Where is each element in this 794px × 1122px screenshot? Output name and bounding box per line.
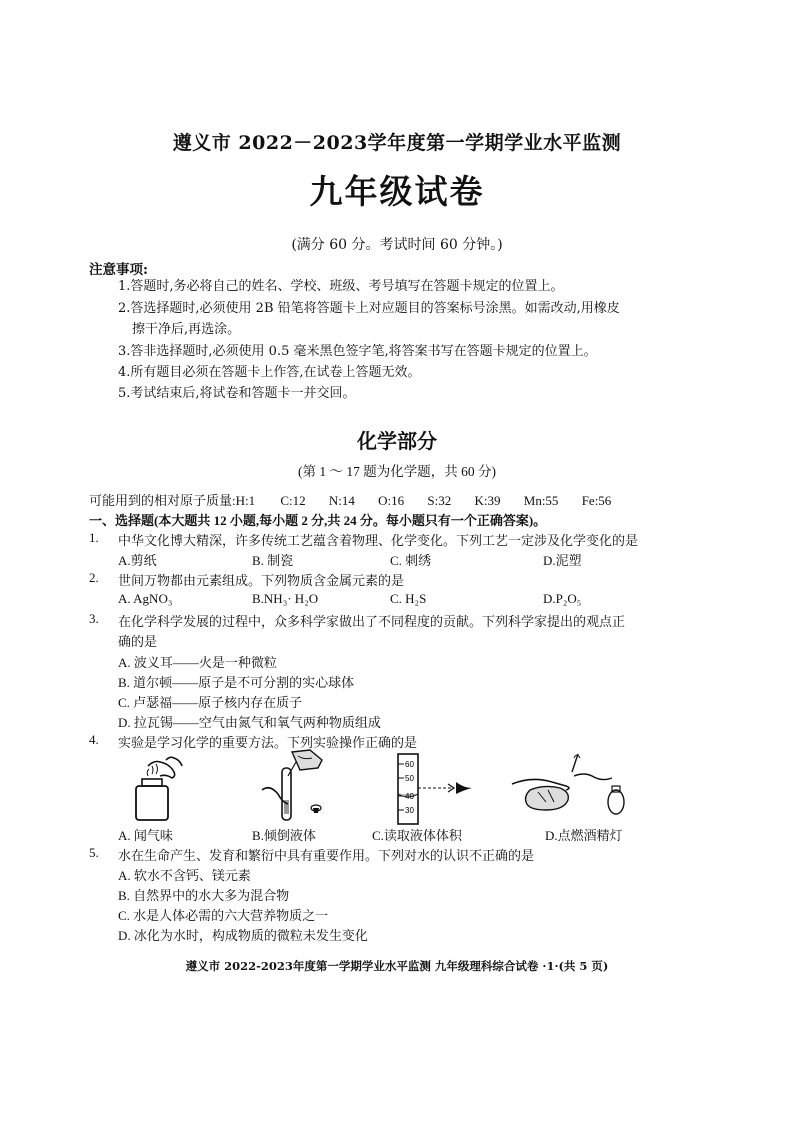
atomic-mass: K:39: [474, 493, 501, 508]
option-a: A.剪纸: [118, 553, 157, 568]
question-number: 1.: [89, 530, 99, 545]
question-number: 5.: [89, 845, 99, 860]
notice-item-2: 2.答选择题时,必须使用 2B 铅笔将答题卡上对应题目的答案标号涂黑。如需改动,用橡皮: [118, 301, 620, 316]
option-d: D.点燃酒精灯: [545, 828, 623, 843]
option-d: D.P₂O₅: [543, 591, 582, 606]
cylinder-tick-label: 40: [405, 792, 414, 801]
option-a: A. 软水不含钙、镁元素: [118, 868, 251, 883]
atomic-mass: Mn:55: [523, 493, 559, 508]
question-text: 实验是学习化学的重要方法。下列实验操作正确的是: [118, 735, 418, 750]
question-text: 水在生命产生、发育和繁衍中具有重要作用。下列对水的认识不正确的是: [118, 848, 535, 863]
option-a: A. AgNO₃: [118, 591, 173, 606]
smell-gas-figure: [118, 752, 198, 822]
question-text: 在化学科学发展的过程中，众多科学家做出了不同程度的贡献。下列科学家提出的观点正: [118, 614, 626, 629]
option-c: C. 刺绣: [390, 553, 432, 568]
option-b: B.NH₃· H₂O: [252, 591, 319, 606]
option-c: C. H₂S: [390, 591, 427, 606]
atomic-mass: Fe:56: [581, 493, 612, 508]
question-text: 中华文化博大精深，许多传统工艺蕴含着物理、化学变化。下列工艺一定涉及化学变化的是: [118, 533, 639, 548]
pour-liquid-figure: [258, 748, 338, 826]
exam-title: 遵义市 2022－2023学年度第一学期学业水平监测: [172, 132, 622, 154]
option-d: D. 拉瓦锡——空气由氮气和氧气两种物质组成: [118, 715, 381, 730]
page-footer: 遵义市 2022-2023年度第一学期学业水平监测 九年级理科综合试卷 ·1·(共 5 页): [185, 959, 609, 973]
notice-item-3: 3.答非选择题时,必须使用 0.5 毫米黑色签字笔,将答案书写在答题卡规定的位置上。: [118, 344, 597, 359]
option-b: B. 自然界中的水大多为混合物: [118, 888, 290, 903]
alcohol-lamp-figure: [508, 752, 638, 822]
atomic-mass: N:14: [328, 493, 355, 508]
cylinder-tick-label: 60: [405, 760, 414, 769]
option-b: B.倾倒液体: [252, 828, 316, 843]
question-number: 3.: [89, 611, 99, 626]
cylinder-tick-label: 30: [405, 806, 414, 815]
section-title: 化学部分: [357, 429, 437, 453]
option-c: C. 卢瑟福——原子核内存在质子: [118, 695, 303, 710]
option-b: B. 制瓷: [252, 553, 294, 568]
notice-item-1: 1.答题时,务必将自己的姓名、学校、班级、考号填写在答题卡规定的位置上。: [118, 279, 564, 294]
cylinder-tick-label: 50: [405, 774, 414, 783]
option-d: D. 冰化为水时，构成物质的微粒未发生变化: [118, 928, 368, 943]
atomic-mass: C:12: [280, 493, 306, 508]
option-c: C.读取液体体积: [372, 828, 462, 843]
atomic-masses: [89, 490, 611, 509]
notice-label: 注意事项:: [89, 262, 148, 278]
option-d: D.泥塑: [543, 553, 582, 568]
notice-item-4: 4.所有题目必须在答题卡上作答,在试卷上答题无效。: [118, 365, 421, 380]
notice-item-5: 5.考试结束后,将试卷和答题卡一并交回。: [118, 386, 356, 401]
option-b: B. 道尔顿——原子是不可分割的实心球体: [118, 675, 355, 690]
question-number: 4.: [89, 732, 99, 747]
exam-info: (满分 60 分。考试时间 60 分钟。): [291, 237, 503, 253]
question-number: 2.: [89, 570, 99, 585]
atomic-masses-label: 可能用到的相对原子质量:: [89, 493, 236, 508]
question-text: 世间万物都由元素组成。下列物质含金属元素的是: [118, 573, 405, 588]
question-text-cont: 确的是: [118, 634, 158, 649]
part1-heading: 一、选择题(本大题共 12 小题,每小题 2 分,共 24 分。每小题只有一个正确答案)。: [89, 513, 547, 528]
atomic-mass: H:1: [235, 493, 256, 508]
option-c: C. 水是人体必需的六大营养物质之一: [118, 908, 329, 923]
section-subtitle: (第 1 ～ 17 题为化学题，共 60 分): [298, 464, 496, 479]
grade-title: 九年级试卷: [309, 172, 485, 211]
atomic-mass: S:32: [427, 493, 452, 508]
atomic-mass: O:16: [378, 493, 405, 508]
option-a: A. 波义耳——火是一种微粒: [118, 655, 277, 670]
notice-item-2-cont: 擦干净后,再选涂。: [132, 322, 241, 337]
option-a: A. 闻气味: [118, 828, 173, 843]
read-cylinder-figure: [392, 750, 482, 826]
